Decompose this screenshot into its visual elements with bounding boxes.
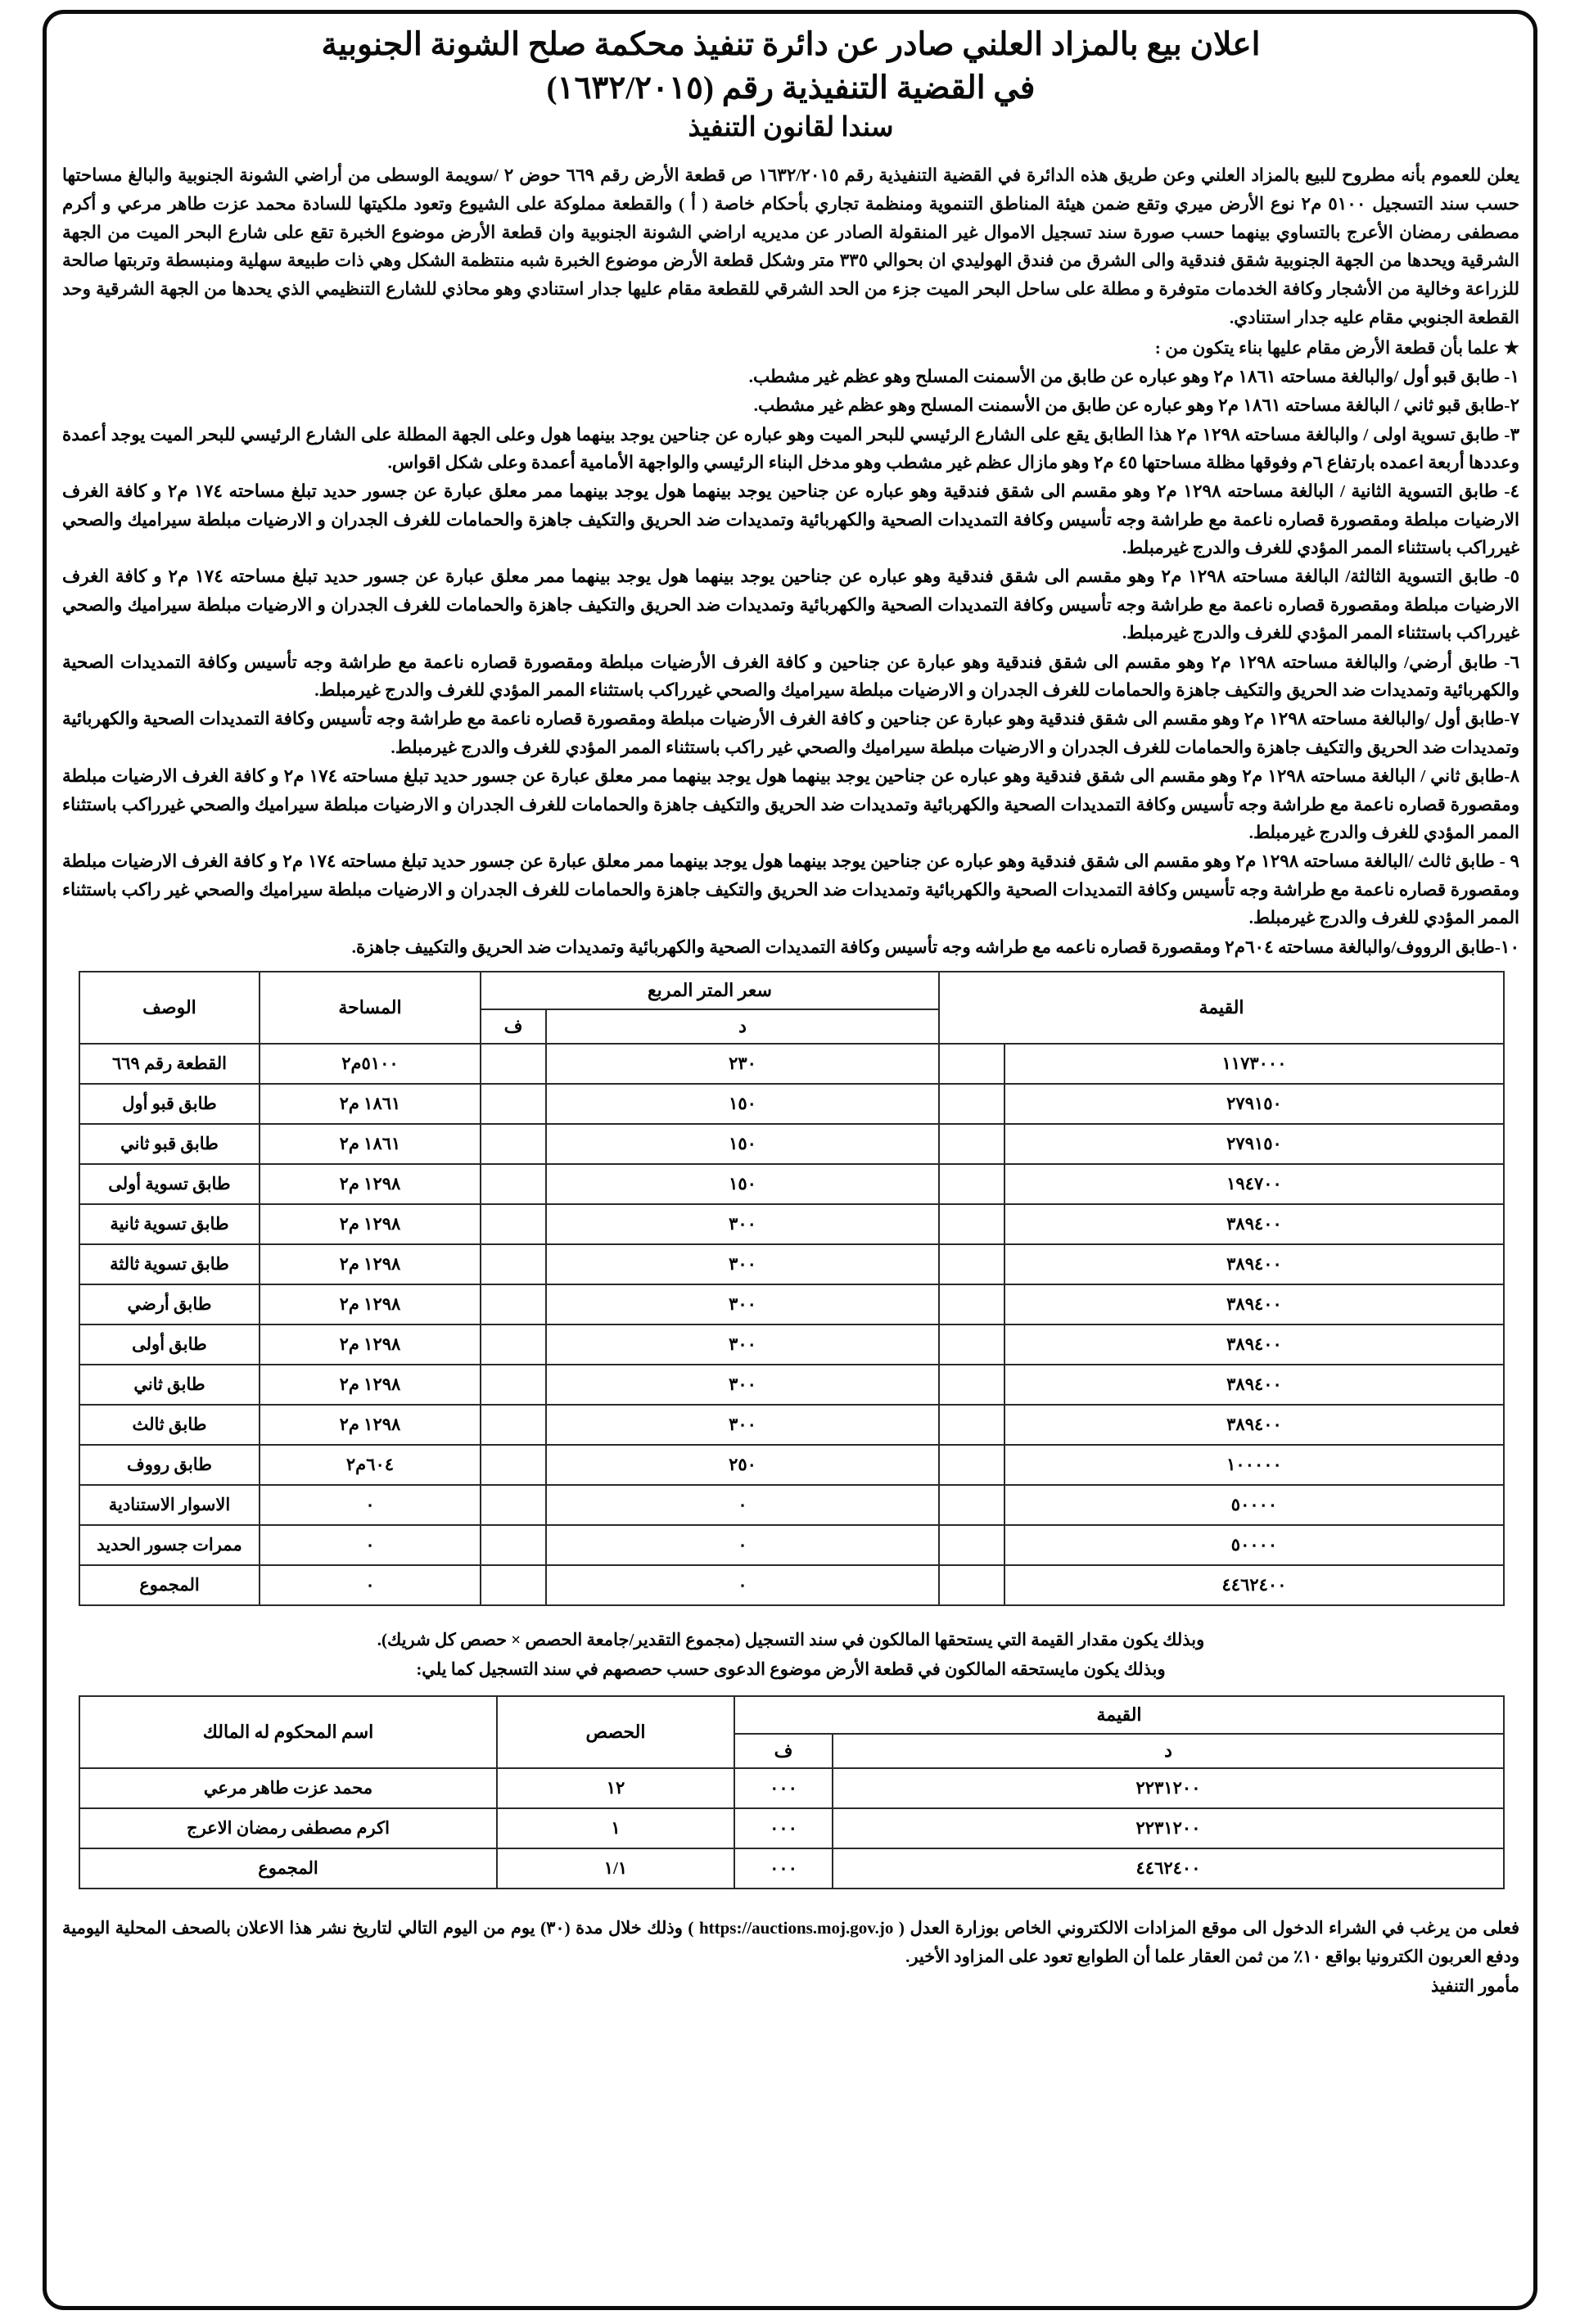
cell-owner-shares: ١ [497, 1808, 734, 1848]
header-area: المساحة [260, 972, 481, 1044]
header-shares: الحصص [497, 1696, 734, 1768]
table-row [79, 1284, 1504, 1324]
cell-price-fils [481, 1204, 546, 1244]
cell-price-fils [481, 1445, 546, 1485]
cell-price-fils [481, 1244, 546, 1284]
header-value: القيمة [734, 1696, 1504, 1734]
cell-area: ٠ [260, 1565, 481, 1605]
cell-area: ١٨٦١ م٢ [260, 1124, 481, 1164]
cell-price-dinar: ٣٠٠ [546, 1244, 939, 1284]
table-row [79, 1768, 1504, 1808]
cell-value-fils [939, 1044, 1004, 1084]
cell-owner-dinar: ٤٤٦٢٤٠٠ [833, 1848, 1504, 1889]
header-unit-price: سعر المتر المربع [481, 972, 939, 1009]
cell-value-fils [939, 1485, 1004, 1525]
cell-value-fils [939, 1244, 1004, 1284]
cell-area: ١٢٩٨ م٢ [260, 1324, 481, 1365]
cell-price-fils [481, 1525, 546, 1565]
cell-description: طابق قبو أول [79, 1084, 260, 1124]
subheader-price-fils: ف [481, 1009, 546, 1044]
cell-price-dinar: ٣٠٠ [546, 1324, 939, 1365]
cell-value-dinar: ٥٠٠٠٠ [1004, 1485, 1504, 1525]
cell-area: ١٢٩٨ م٢ [260, 1164, 481, 1204]
cell-value-fils [939, 1164, 1004, 1204]
cell-value-dinar: ٢٧٩١٥٠ [1004, 1084, 1504, 1124]
subheader-fils: ف [734, 1734, 833, 1768]
cell-owner-fils: ٠٠٠ [734, 1768, 833, 1808]
footer-instructions [62, 1914, 1519, 1970]
cell-value-dinar: ٢٧٩١٥٠ [1004, 1124, 1504, 1164]
cell-description: طابق قبو ثاني [79, 1124, 260, 1164]
cell-description: المجموع [79, 1565, 260, 1605]
cell-description: طابق ثاني [79, 1365, 260, 1405]
owners-table [79, 1695, 1505, 1889]
cell-price-fils [481, 1124, 546, 1164]
cell-value-fils [939, 1084, 1004, 1124]
cell-description: طابق أولى [79, 1324, 260, 1365]
footer-text-after-url: ) وذلك خلال مدة (٣٠) يوم من اليوم التالي لتاريخ نشر هذا الاعلان بالصحف المحلية اليومية ودفع العربون الكترونيا بواقع ١٠٪ من ثمن العقار علما أن الطوابع تعود على المزاود الأخير. [62, 1918, 1519, 1966]
cell-value-dinar: ٣٨٩٤٠٠ [1004, 1284, 1504, 1324]
share-calculation-note [62, 1626, 1519, 1684]
table-row [79, 1164, 1504, 1204]
cell-value-fils [939, 1565, 1004, 1605]
list-item: ٣- طابق تسوية اولى / والبالغة مساحته ١٢٩٨ م٢ هذا الطابق يقع على الشارع الرئيسي للبحر الميت وهو عباره عن جناحين يوجد بينهما هول وعلى الجهة المطلة على الشارع الرئيسي للبحر الميت يوجد أعمدة وعددها أربعة اعمده بارتفاع ٦م وفوقها مظلة مساحتها ٤٥ م٢ وهو مازال عظم غير مشطب وهو مدخل البناء الرئيسي والواجهة الأمامية أعمدة وعلى شكل اقواس. [62, 424, 1519, 472]
cell-area: ٥١٠٠م٢ [260, 1044, 481, 1084]
cell-price-fils [481, 1405, 546, 1445]
cell-price-fils [481, 1324, 546, 1365]
cell-owner-shares: ١٢ [497, 1768, 734, 1808]
cell-value-dinar: ٣٨٩٤٠٠ [1004, 1244, 1504, 1284]
cell-price-fils [481, 1044, 546, 1084]
cell-area: ١٢٩٨ م٢ [260, 1365, 481, 1405]
page-title [62, 23, 1519, 147]
table-row [79, 1485, 1504, 1525]
header-owner-name: اسم المحكوم له المالك [79, 1696, 497, 1768]
cell-description: طابق أرضي [79, 1284, 260, 1324]
cell-price-dinar: ١٥٠ [546, 1084, 939, 1124]
list-item: ٤- طابق التسوية الثانية / البالغة مساحته ١٢٩٨ م٢ وهو مقسم الى شقق فندقية وهو عباره عن جناحين يوجد بينهما هول يوجد بينهما ممر معلق عبارة عن جسور حديد تبلغ مساحته ١٧٤ م٢ و كافة الغرف الارضيات مبلطة ومقصورة قصاره ناعمة مع طراشة وجه تأسيس وكافة التمديدات الصحية والكهربائية وتمديدات ضد الحريق والتكيف جاهزة والحمامات للغرف الجدران و الارضيات مبلطة سيراميك والصحي غيرراكب باستثناء الممر المؤدي للغرف والدرج غيرمبلط. [62, 481, 1520, 558]
list-item: ٩ - طابق ثالث /البالغة مساحته ١٢٩٨ م٢ وهو مقسم الى شقق فندقية وهو عباره عن جناحين يوجد بينهما هول يوجد بينهما ممر معلق عبارة عن جسور حديد تبلغ مساحته ١٧٤ م٢ و كافة الغرف الارضيات مبلطة ومقصورة قصاره ناعمة مع طراشة وجه تأسيس وكافة التمديدات الصحية والكهربائية وتمديدات ضد الحريق والتكيف جاهزة والحمامات للغرف الجدران و الارضيات مبلطة سيراميك والصحي غير راكب باستثناء الممر المؤدي للغرف والدرج غيرمبلط. [62, 851, 1519, 928]
cell-value-fils [939, 1405, 1004, 1445]
cell-value-dinar: ٥٠٠٠٠ [1004, 1525, 1504, 1565]
cell-price-dinar: ٠ [546, 1565, 939, 1605]
cell-price-dinar: ٣٠٠ [546, 1284, 939, 1324]
cell-description: طابق ثالث [79, 1405, 260, 1445]
cell-price-dinar: ١٥٠ [546, 1124, 939, 1164]
cell-owner-fils: ٠٠٠ [734, 1848, 833, 1889]
building-items-list [62, 363, 1519, 961]
subheader-dinar: د [833, 1734, 1504, 1768]
cell-value-dinar: ٣٨٩٤٠٠ [1004, 1324, 1504, 1365]
cell-price-fils [481, 1565, 546, 1605]
cell-price-dinar: ٢٣٠ [546, 1044, 939, 1084]
cell-value-fils [939, 1445, 1004, 1485]
cell-owner-shares: ١/١ [497, 1848, 734, 1889]
cell-value-dinar: ٣٨٩٤٠٠ [1004, 1405, 1504, 1445]
table-row [79, 1244, 1504, 1284]
cell-price-fils [481, 1284, 546, 1324]
owners-table-body [79, 1768, 1504, 1889]
cell-price-dinar: ٣٠٠ [546, 1365, 939, 1405]
cell-price-fils [481, 1084, 546, 1124]
list-item: ٢-طابق قبو ثاني / البالغة مساحته ١٨٦١ م٢ وهو عباره عن طابق من الأسمنت المسلح وهو عظم غير مشطب. [753, 395, 1519, 416]
table-row [79, 1044, 1504, 1084]
cell-value-dinar: ٤٤٦٢٤٠٠ [1004, 1565, 1504, 1605]
table-row [79, 1525, 1504, 1565]
table-row [79, 1124, 1504, 1164]
cell-price-fils [481, 1164, 546, 1204]
cell-description: طابق تسوية ثانية [79, 1204, 260, 1244]
list-item: ١- طابق قبو أول /والبالغة مساحته ١٨٦١ م٢ وهو عباره عن طابق من الأسمنت المسلح وهو عظم غير مشطب. [748, 366, 1519, 386]
cell-value-dinar: ٣٨٩٤٠٠ [1004, 1204, 1504, 1244]
cell-area: ٠ [260, 1485, 481, 1525]
valuation-table-body [79, 1044, 1504, 1605]
table-row-total [79, 1848, 1504, 1889]
title-line-1: اعلان بيع بالمزاد العلني صادر عن دائرة تنفيذ محكمة صلح الشونة الجنوبية [321, 27, 1261, 62]
intro-paragraph: يعلن للعموم بأنه مطروح للبيع بالمزاد العلني وعن طريق هذه الدائرة في القضية التنفيذية رقم ١٦٣٢/٢٠١٥ ص قطعة الأرض رقم ٦٦٩ حوض ٢ /سويمة الوسطى من أراضي الشونة الجنوبية والبالغ مساحتها حسب سند التسجيل ٥١٠٠ م٢ نوع الأرض ميري وتقع ضمن هيئة المناطق التنموية ومنظمة تجاري بأحكام خاصة ( أ ) والقطعة مملوكة على الشيوع وتعود ملكيتها للسادة محمد عزت طاهر مرعي و أكرم مصطفى رمضان الأعرج بالتساوي بينهما حسب صورة سند تسجيل الاموال غير المنقولة الصادر عن مديريه اراضي الشونة الجنوبية وان قطعة الأرض موضوع الخبرة تقع على شارع البحر الميت من الجهة الشرقية ويحدها من الجهة الجنوبية شقق فندقية والى الشرق من فندق الهوليدي ان بحوالي ٣٣٥ متر وشكل قطعة الأرض موضوع الخبرة شبه منتظمة الشكل وهي ذات طبيعة سهلية ومنبسطة وتربتها صالحة للزراعة وخالية من الأشجار وكافة الخدمات متوفرة و مطلة على ساحل البحر الميت جزء من الحد الشرقي للقطعة مقام عليها جدار استنادي وهو محاذي للشارع التنظيمي الذي يحدها من الجهة الشرقية وحد القطعة الجنوبي مقام عليه جدار استنادي. [62, 165, 1520, 328]
header-description: الوصف [79, 972, 260, 1044]
cell-description: طابق تسوية أولى [79, 1164, 260, 1204]
cell-area: ٠ [260, 1525, 481, 1565]
signature-line: مأمور التنفيذ [1430, 1975, 1519, 1996]
cell-area: ١٢٩٨ م٢ [260, 1204, 481, 1244]
cell-area: ١٢٩٨ م٢ [260, 1284, 481, 1324]
cell-owner-name: اكرم مصطفى رمضان الاعرج [79, 1808, 497, 1848]
cell-owner-dinar: ٢٢٣١٢٠٠ [833, 1768, 1504, 1808]
cell-value-fils [939, 1284, 1004, 1324]
cell-owner-name: محمد عزت طاهر مرعي [79, 1768, 497, 1808]
cell-price-dinar: ٣٠٠ [546, 1405, 939, 1445]
cell-price-dinar: ٢٥٠ [546, 1445, 939, 1485]
cell-value-fils [939, 1365, 1004, 1405]
cell-price-dinar: ٠ [546, 1485, 939, 1525]
footer-text-before-url: فعلى من يرغب في الشراء الدخول الى موقع المزادات الالكتروني الخاص بوزارة العدل ( [893, 1918, 1519, 1938]
cell-description: ممرات جسور الحديد [79, 1525, 260, 1565]
cell-price-fils [481, 1365, 546, 1405]
table-row [79, 1084, 1504, 1124]
list-item: ٧-طابق أول /والبالغة مساحته ١٢٩٨ م٢ وهو مقسم الى شقق فندقية وهو عبارة عن جناحين و كافة الغرف الأرضيات مبلطة ومقصورة قصاره ناعمة مع طراشة وجه تأسيس وكافة التمديدات الصحية والكهربائية وتمديدات ضد الحريق والتكيف جاهزة والحمامات للغرف الجدران و الارضيات مبلطة سيراميك والصحي غير راكب باستثناء الممر المؤدي للغرف والدرج غيرمبلط. [62, 709, 1520, 757]
subheader-price-dinar: د [546, 1009, 939, 1044]
header-value: القيمة [939, 972, 1504, 1044]
title-line-3: سندا لقانون التنفيذ [688, 113, 894, 143]
table-row [79, 1808, 1504, 1848]
cell-value-dinar: ٣٨٩٤٠٠ [1004, 1365, 1504, 1405]
cell-value-dinar: ١١٧٣٠٠٠ [1004, 1044, 1504, 1084]
cell-price-dinar: ١٥٠ [546, 1164, 939, 1204]
cell-area: ٦٠٤م٢ [260, 1445, 481, 1485]
cell-owner-fils: ٠٠٠ [734, 1808, 833, 1848]
cell-value-fils [939, 1204, 1004, 1244]
share-note-line-2: وبذلك يكون مايستحقه المالكون في قطعة الأرض موضوع الدعوى حسب حصصهم في سند التسجيل كما يلي: [416, 1658, 1166, 1679]
building-note-heading: ★ علما بأن قطعة الأرض مقام عليها بناء يتكون من : [1154, 337, 1519, 358]
table-row-total [79, 1565, 1504, 1605]
share-note-line-1: وبذلك يكون مقدار القيمة التي يستحقها المالكون في سند التسجيل (مجموع التقدير/جامعة الحصص × حصص كل شريك). [377, 1629, 1205, 1649]
list-item: ٦- طابق أرضي/ والبالغة مساحته ١٢٩٨ م٢ وهو مقسم الى شقق فندقية وهو عبارة عن جناحين و كافة الغرف الأرضيات مبلطة ومقصورة قصاره ناعمة مع طراشة وجه تأسيس وكافة التمديدات الصحية والكهربائية وتمديدات ضد الحريق والتكيف جاهزة والحمامات للغرف الجدران و الارضيات مبلطة سيراميك والصحي غيرراكب باستثناء الممر المؤدي للغرف والدرج غيرمبلط. [62, 652, 1519, 701]
table-header-row [79, 972, 1504, 1009]
cell-value-fils [939, 1124, 1004, 1164]
cell-value-fils [939, 1324, 1004, 1365]
table-row [79, 1365, 1504, 1405]
cell-owner-name: المجموع [79, 1848, 497, 1889]
valuation-table [79, 971, 1505, 1606]
table-row [79, 1204, 1504, 1244]
list-item: ٨-طابق ثاني / البالغة مساحته ١٢٩٨ م٢ وهو مقسم الى شقق فندقية وهو عباره عن جناحين يوجد بينهما هول يوجد بينهما ممر معلق عبارة عن جسور حديد تبلغ مساحته ١٧٤ م٢ و كافة الغرف الارضيات مبلطة ومقصورة قصاره ناعمة مع طراشة وجه تأسيس وكافة التمديدات الصحية والكهربائية وتمديدات ضد الحريق والتكيف جاهزة والحمامات للغرف الجدران و الارضيات مبلطة سيراميك والصحي غيرراكب باستثناء الممر المؤدي للغرف والدرج غيرمبلط. [62, 766, 1520, 842]
cell-value-fils [939, 1525, 1004, 1565]
cell-description: الاسوار الاستنادية [79, 1485, 260, 1525]
table-row [79, 1405, 1504, 1445]
table-row [79, 1324, 1504, 1365]
cell-value-dinar: ١٠٠٠٠٠ [1004, 1445, 1504, 1485]
cell-price-dinar: ٠ [546, 1525, 939, 1565]
list-item: ٥- طابق التسوية الثالثة/ البالغة مساحته ١٢٩٨ م٢ وهو مقسم الى شقق فندقية وهو عباره عن جناحين يوجد بينهما هول يوجد بينهما ممر معلق عبارة عن جسور حديد تبلغ مساحته ١٧٤ م٢ و كافة الغرف الارضيات مبلطة ومقصورة قصاره ناعمة مع طراشة وجه تأسيس وكافة التمديدات الصحية والكهربائية وتمديدات ضد الحريق والتكيف جاهزة والحمامات للغرف الجدران و الارضيات مبلطة سيراميك والصحي غيرراكب باستثناء الممر المؤدي للغرف والدرج غيرمبلط. [62, 566, 1520, 643]
cell-value-dinar: ١٩٤٧٠٠ [1004, 1164, 1504, 1204]
document-content [62, 23, 1519, 2299]
cell-area: ١٨٦١ م٢ [260, 1084, 481, 1124]
cell-area: ١٢٩٨ م٢ [260, 1244, 481, 1284]
cell-description: القطعة رقم ٦٦٩ [79, 1044, 260, 1084]
table-row [79, 1445, 1504, 1485]
cell-price-dinar: ٣٠٠ [546, 1204, 939, 1244]
auctions-url[interactable]: https://auctions.moj.gov.jo [698, 1918, 894, 1938]
title-line-2: في القضية التنفيذية رقم (١٦٣٢/٢٠١٥) [546, 70, 1036, 106]
cell-price-fils [481, 1485, 546, 1525]
cell-description: طابق رووف [79, 1445, 260, 1485]
cell-area: ١٢٩٨ م٢ [260, 1405, 481, 1445]
cell-owner-dinar: ٢٢٣١٢٠٠ [833, 1808, 1504, 1848]
cell-description: طابق تسوية ثالثة [79, 1244, 260, 1284]
owners-header-row [79, 1696, 1504, 1734]
list-item: ١٠-طابق الرووف/والبالغة مساحته ٦٠٤م٢ ومقصورة قصاره ناعمه مع طراشه وجه تأسيس وكافة التمديدات الصحية والكهربائية وتمديدات ضد الحريق والتكييف جاهزة. [351, 936, 1519, 957]
